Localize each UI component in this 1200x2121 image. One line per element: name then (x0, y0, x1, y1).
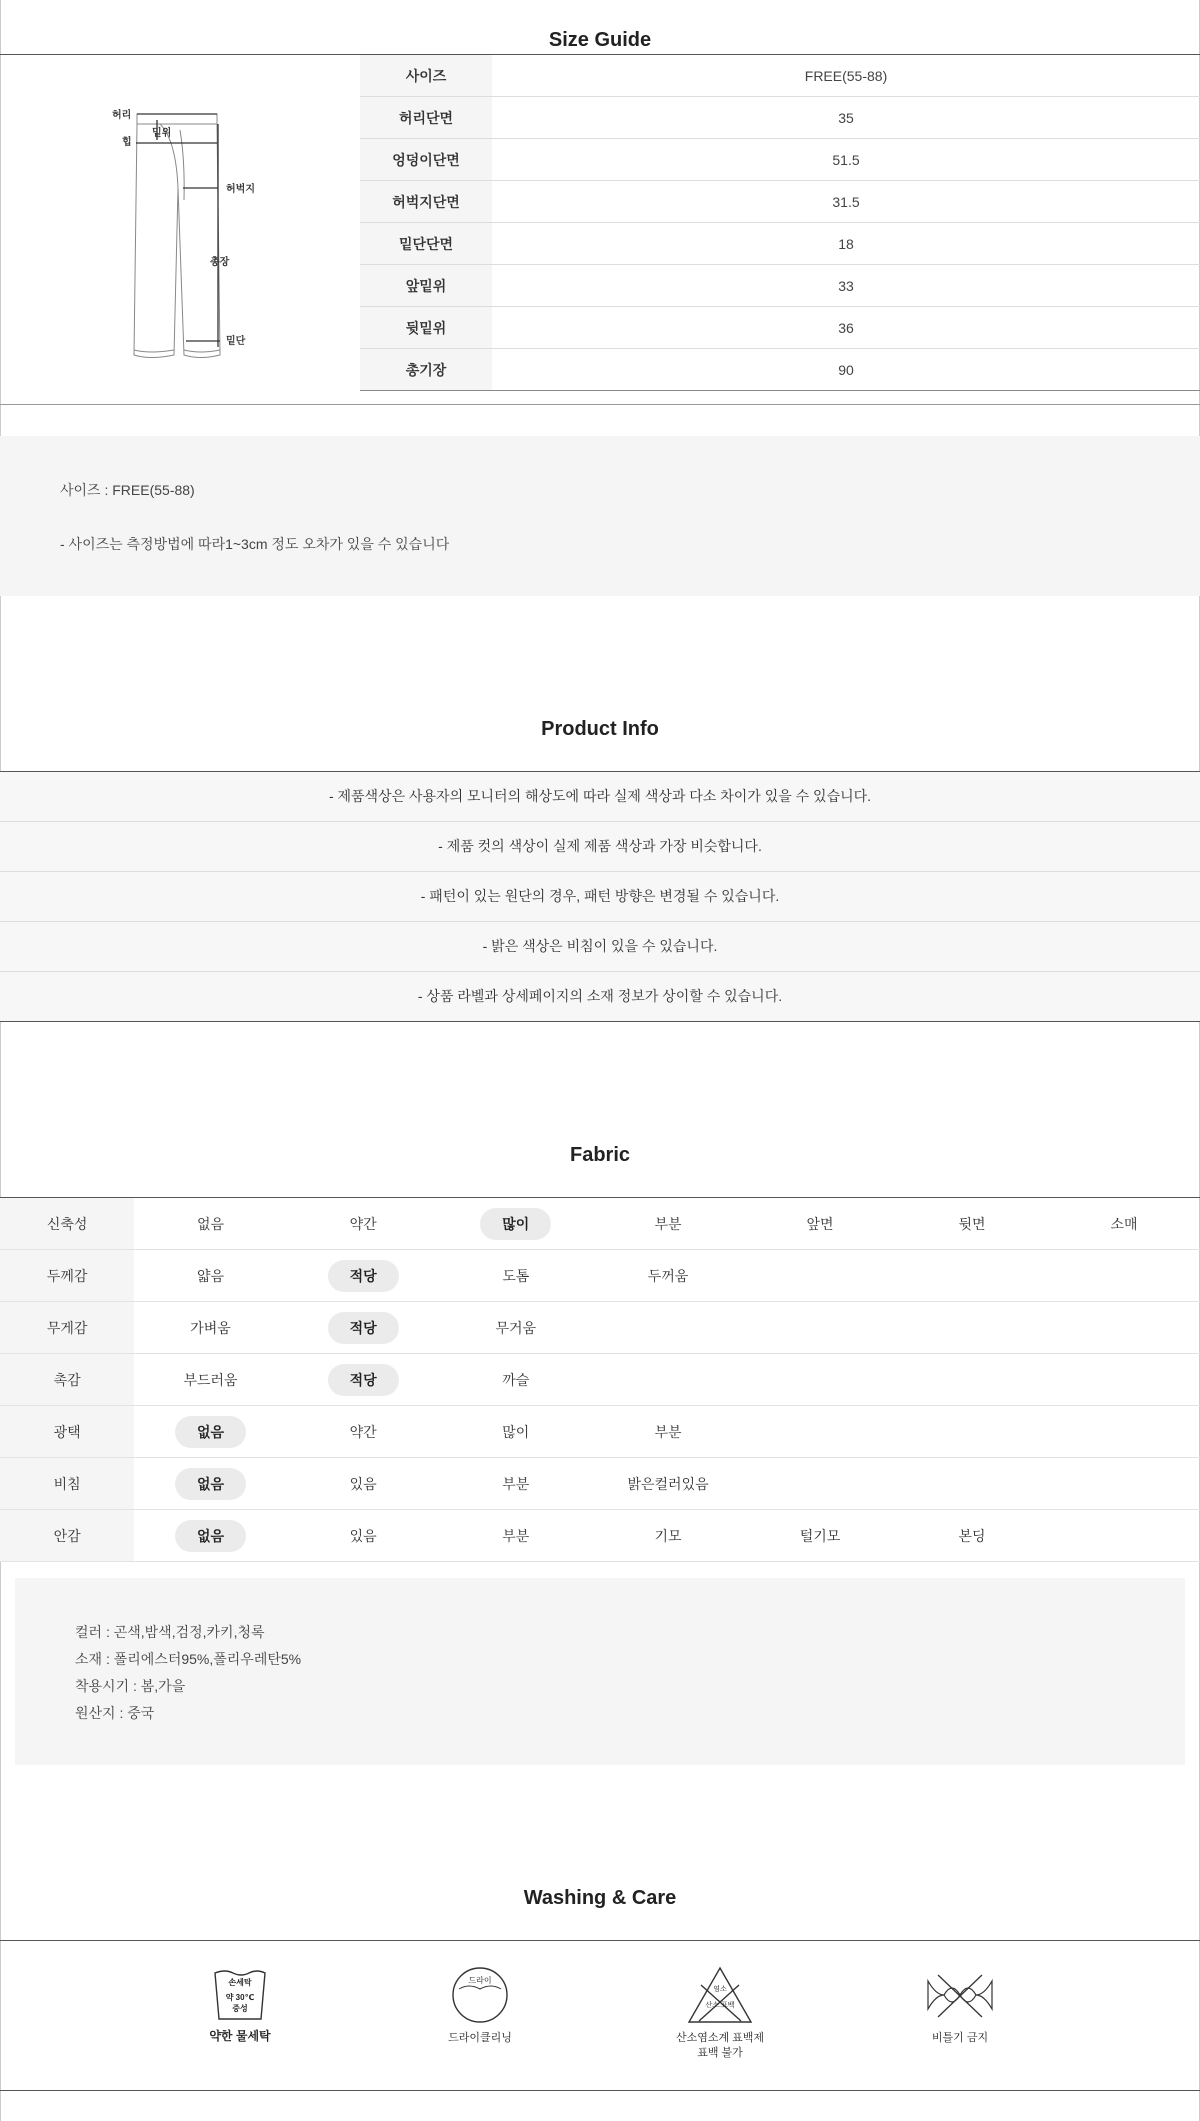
fabric-option (744, 1250, 896, 1302)
hand-wash-icon (205, 1965, 275, 2023)
table-row (360, 181, 1200, 223)
tub-text-mid: 약 30℃ (225, 1993, 255, 2002)
tri-text-top: 염소 (713, 1986, 727, 1993)
fabric-color: 컬러 : 곤색,밤색,검정,카키,청록 (75, 1624, 265, 1640)
size-note-size: 사이즈 : FREE(55-88) (60, 482, 195, 498)
fabric-option (896, 1302, 1048, 1354)
fabric-option-selected: 없음 (175, 1416, 246, 1448)
fabric-option (744, 1198, 896, 1250)
tri-text-bot: 산소.표백 (705, 2002, 735, 2009)
fabric-option (134, 1406, 287, 1458)
fabric-row-label: 비침 (0, 1458, 134, 1510)
fabric-option-label: 밝은컬러있음 (627, 1475, 709, 1492)
fabric-option (592, 1302, 744, 1354)
fabric-option (134, 1458, 287, 1510)
fabric-option (439, 1250, 592, 1302)
wash-caption: 표백 불가 (697, 2047, 743, 2059)
table-row (360, 97, 1200, 139)
fabric-option (744, 1458, 896, 1510)
size-value: 35 (492, 97, 1200, 139)
fabric-option (896, 1510, 1048, 1562)
fabric-option (896, 1250, 1048, 1302)
size-value: 33 (492, 265, 1200, 307)
fabric-table (0, 1197, 1200, 1562)
fabric-row (0, 1406, 1200, 1458)
wash-item-no-bleach (650, 1965, 790, 2060)
fabric-row (0, 1510, 1200, 1562)
size-value: 31.5 (492, 181, 1200, 223)
product-info-list (0, 771, 1200, 1022)
fabric-row (0, 1198, 1200, 1250)
fabric-option (287, 1406, 440, 1458)
fabric-row (0, 1458, 1200, 1510)
wash-item-hand-wash (170, 1965, 310, 2043)
fabric-option-label: 부분 (654, 1423, 682, 1440)
list-item: - 제품 컷의 색상이 실제 제품 색상과 가장 비슷합니다. (0, 822, 1200, 872)
fabric-option (439, 1510, 592, 1562)
fabric-option (439, 1458, 592, 1510)
fabric-row-label: 안감 (0, 1510, 134, 1562)
fabric-option (439, 1354, 592, 1406)
list-item: - 상품 라벨과 상세페이지의 소재 정보가 상이할 수 있습니다. (0, 972, 1200, 1021)
wash-item-no-wring (890, 1965, 1030, 2045)
fabric-option (592, 1510, 744, 1562)
wash-item-dry-clean (410, 1965, 550, 2045)
diagram-label-hem: 밑단 (226, 336, 246, 347)
fabric-option-label: 앞면 (806, 1215, 834, 1232)
table-row (360, 223, 1200, 265)
fabric-option-selected: 적당 (328, 1364, 399, 1396)
fabric-option (287, 1510, 440, 1562)
size-note-box (0, 436, 1200, 596)
table-row (360, 349, 1200, 391)
fabric-option (287, 1198, 440, 1250)
tub-text-bot: 중성 (232, 2004, 248, 2013)
size-note-text: - 사이즈는 측정방법에 따라1~3cm 정도 오차가 있을 수 있습니다 (60, 536, 450, 552)
fabric-option (592, 1458, 744, 1510)
size-key: 사이즈 (360, 55, 492, 97)
fabric-option-label: 뒷면 (958, 1215, 986, 1232)
divider (0, 2090, 1200, 2091)
fabric-option (287, 1458, 440, 1510)
size-table (360, 55, 1200, 391)
size-value: 36 (492, 307, 1200, 349)
fabric-option-label: 무거움 (495, 1319, 537, 1336)
fabric-option (1048, 1406, 1200, 1458)
fabric-option (439, 1302, 592, 1354)
product-info-title: Product Info (541, 718, 659, 740)
table-row (360, 307, 1200, 349)
tub-text-top: 손세탁 (228, 1978, 252, 1987)
fabric-option (1048, 1510, 1200, 1562)
fabric-option (287, 1354, 440, 1406)
fabric-option-label: 있음 (349, 1527, 377, 1544)
fabric-option (896, 1354, 1048, 1406)
divider (0, 1940, 1200, 1941)
fabric-option-label: 약간 (349, 1215, 377, 1232)
fabric-origin: 원산지 : 중국 (75, 1705, 155, 1721)
fabric-option-label: 소매 (1110, 1215, 1138, 1232)
fabric-option (896, 1406, 1048, 1458)
fabric-option-label: 부분 (502, 1527, 530, 1544)
washing-title: Washing & Care (523, 1887, 677, 1909)
dry-clean-icon (445, 1965, 515, 2025)
size-value: FREE(55-88) (492, 55, 1200, 97)
table-row (360, 265, 1200, 307)
diagram-label-length: 총장 (210, 257, 230, 268)
fabric-row-label: 신축성 (0, 1198, 134, 1250)
fabric-option (134, 1250, 287, 1302)
size-key: 엉덩이단면 (360, 139, 492, 181)
fabric-row-label: 촉감 (0, 1354, 134, 1406)
fabric-row (0, 1354, 1200, 1406)
fabric-option (1048, 1458, 1200, 1510)
fabric-option (744, 1354, 896, 1406)
size-key: 앞밑위 (360, 265, 492, 307)
dry-clean-text: 드라이 (468, 1976, 492, 1985)
wash-caption: 산소염소계 표백제 (675, 2032, 765, 2044)
fabric-option-label: 부분 (502, 1475, 530, 1492)
fabric-option-selected: 적당 (328, 1312, 399, 1344)
fabric-option (592, 1198, 744, 1250)
fabric-option-label: 부드러움 (183, 1371, 238, 1388)
fabric-season: 착용시기 : 봄,가을 (75, 1678, 186, 1694)
table-row (360, 139, 1200, 181)
size-value: 51.5 (492, 139, 1200, 181)
size-value: 90 (492, 349, 1200, 391)
size-value: 18 (492, 223, 1200, 265)
fabric-option (896, 1458, 1048, 1510)
fabric-option-label: 없음 (197, 1215, 225, 1232)
diagram-label-waist: 허리 (112, 110, 132, 121)
list-item: - 밝은 색상은 비침이 있을 수 있습니다. (0, 922, 1200, 972)
list-item: - 제품색상은 사용자의 모니터의 해상도에 따라 실제 색상과 다소 차이가 있을 수 있습니다. (0, 772, 1200, 822)
fabric-row (0, 1302, 1200, 1354)
fabric-row-label: 두께감 (0, 1250, 134, 1302)
fabric-option (744, 1510, 896, 1562)
wash-caption: 비틀기 금지 (931, 2032, 989, 2044)
diagram-label-thigh: 허벅지 (226, 184, 255, 195)
fabric-row-label: 무게감 (0, 1302, 134, 1354)
fabric-option (592, 1406, 744, 1458)
fabric-option (744, 1302, 896, 1354)
fabric-option-label: 부분 (654, 1215, 682, 1232)
fabric-option (439, 1406, 592, 1458)
fabric-option-label: 도톰 (502, 1267, 530, 1284)
fabric-row (0, 1250, 1200, 1302)
no-wring-icon (924, 1965, 996, 2025)
pants-diagram (100, 100, 280, 370)
fabric-option-selected: 적당 (328, 1260, 399, 1292)
size-key: 밑단단면 (360, 223, 492, 265)
fabric-option (287, 1302, 440, 1354)
fabric-option-label: 많이 (502, 1423, 530, 1440)
fabric-option (134, 1198, 287, 1250)
fabric-option-selected: 없음 (175, 1468, 246, 1500)
size-key: 뒷밑위 (360, 307, 492, 349)
fabric-option-label: 털기모 (799, 1527, 841, 1544)
fabric-option (1048, 1250, 1200, 1302)
fabric-option (134, 1510, 287, 1562)
fabric-option-selected: 많이 (480, 1208, 551, 1240)
fabric-option (744, 1406, 896, 1458)
fabric-details-box (15, 1578, 1185, 1765)
fabric-material: 소재 : 폴리에스터95%,폴리우레탄5% (75, 1651, 302, 1667)
fabric-option (1048, 1354, 1200, 1406)
table-row (360, 55, 1200, 97)
fabric-title: Fabric (569, 1144, 631, 1166)
wash-caption: 드라이클리닝 (448, 2032, 512, 2044)
fabric-option (439, 1198, 592, 1250)
size-key: 허벅지단면 (360, 181, 492, 223)
fabric-option-label: 기모 (654, 1527, 682, 1544)
no-bleach-icon (685, 1965, 755, 2025)
fabric-option-label: 본딩 (958, 1527, 986, 1544)
divider (0, 404, 1200, 405)
fabric-option-label: 두꺼움 (647, 1267, 689, 1284)
wash-caption: 약한 물세탁 (209, 2029, 271, 2043)
list-item: - 패턴이 있는 원단의 경우, 패턴 방향은 변경될 수 있습니다. (0, 872, 1200, 922)
fabric-option (287, 1250, 440, 1302)
fabric-option (134, 1354, 287, 1406)
fabric-option (592, 1354, 744, 1406)
fabric-option-label: 얇음 (197, 1267, 225, 1284)
fabric-option (592, 1250, 744, 1302)
fabric-option-label: 까슬 (502, 1371, 530, 1388)
size-key: 허리단면 (360, 97, 492, 139)
fabric-option (1048, 1198, 1200, 1250)
fabric-option (134, 1302, 287, 1354)
fabric-option (896, 1198, 1048, 1250)
fabric-option-selected: 없음 (175, 1520, 246, 1552)
fabric-option-label: 약간 (349, 1423, 377, 1440)
fabric-option-label: 가벼움 (190, 1319, 231, 1336)
fabric-row-label: 광택 (0, 1406, 134, 1458)
size-guide-title: Size Guide (548, 29, 652, 51)
size-key: 총기장 (360, 349, 492, 391)
diagram-label-hip: 힙 (122, 137, 132, 148)
fabric-option-label: 있음 (349, 1475, 377, 1492)
fabric-option (1048, 1302, 1200, 1354)
diagram-label-rise: 밑위 (152, 128, 172, 139)
